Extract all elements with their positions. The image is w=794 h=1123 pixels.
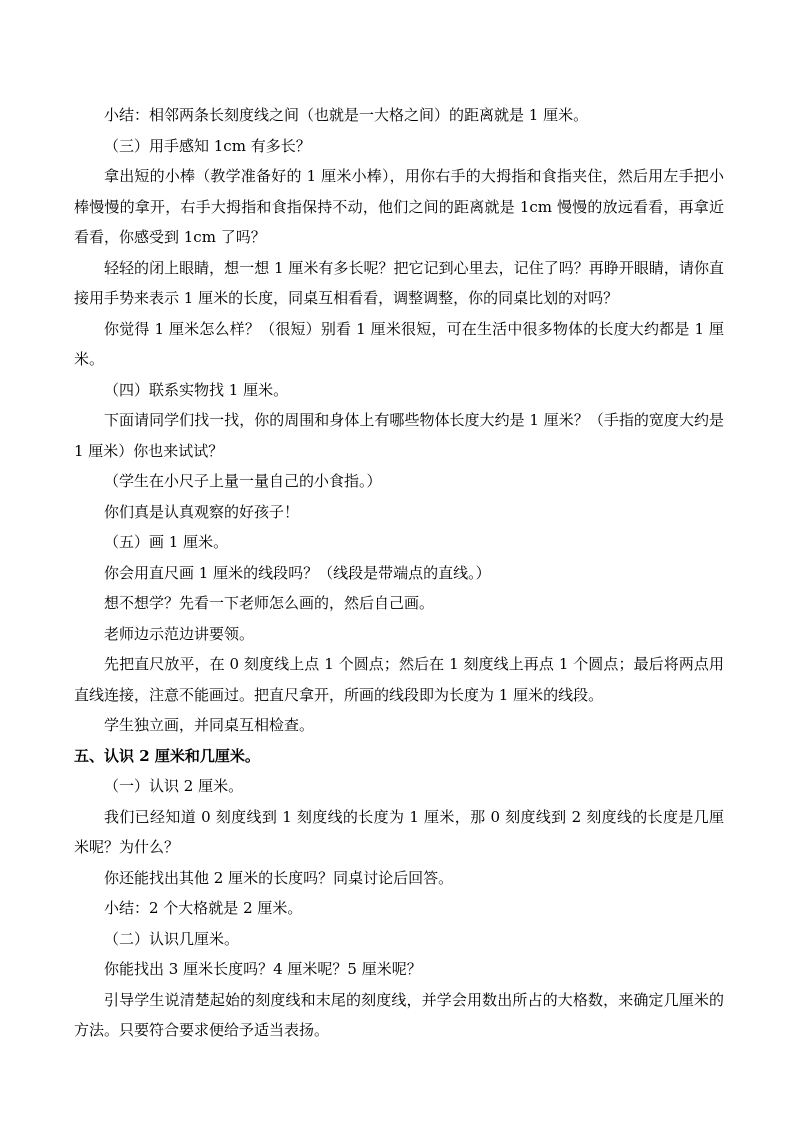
body-paragraph: 拿出短的小棒（教学准备好的 1 厘米小棒），用你右手的大拇指和食指夹住，然后用左手把小棒慢慢的拿开，右手大拇指和食指保持不动，他们之间的距离就是 1cm 慢慢的放远看看，再拿近看看，你感受到 1cm 了吗？ [74, 167, 724, 246]
body-paragraph: 你觉得 1 厘米怎么样？（很短）别看 1 厘米很短，可在生活中很多物体的长度大约都是 1 厘米。 [74, 319, 724, 368]
body-paragraph: 下面请同学们找一找，你的周围和身体上有哪些物体长度大约是 1 厘米？（手指的宽度大约是 1 厘米）你也来试试？ [74, 411, 724, 460]
summary-paragraph: 小结：相邻两条长刻度线之间（也就是一大格之间）的距离就是 1 厘米。 [104, 106, 589, 124]
body-paragraph: 老师边示范边讲要领。 [104, 624, 255, 643]
body-paragraph: （学生在小尺子上量一量自己的小食指。） [104, 472, 382, 490]
body-paragraph: 你们真是认真观察的好孩子！ [104, 502, 300, 521]
subsection-heading-2: （二）认识几厘米。 [104, 929, 240, 948]
body-paragraph: 先把直尺放平，在 0 刻度线上点 1 个圆点；然后在 1 刻度线上再点 1 个圆点；最后将两点用直线连接，注意不能画过。把直尺拿开，所画的线段即为长度为 1 厘米的线段。 [74, 655, 724, 704]
document-body [74, 100, 724, 1046]
body-paragraph: 你会用直尺画 1 厘米的线段吗？（线段是带端点的直线。） [104, 563, 491, 582]
section-heading-3: （三）用手感知 1cm 有多长？ [104, 136, 311, 155]
body-paragraph: 轻轻的闭上眼睛，想一想 1 厘米有多长呢？把它记到心里去，记住了吗？再睁开眼睛，请你直接用手势来表示 1 厘米的长度，同桌互相看看，调整调整，你的同桌比划的对吗？ [74, 258, 724, 307]
main-section-heading: 五、认识 2 厘米和几厘米。 [74, 746, 260, 765]
body-paragraph: 引导学生说清楚起始的刻度线和末尾的刻度线，并学会用数出所占的大格数，来确定几厘米的方法。只要符合要求便给予适当表扬。 [74, 990, 724, 1039]
body-paragraph: 学生独立画，并同桌互相检查。 [104, 716, 315, 734]
body-paragraph: 想不想学？先看一下老师怎么画的，然后自己画。 [104, 594, 435, 612]
subsection-heading-1: （一）认识 2 厘米。 [104, 777, 244, 795]
section-heading-4: （四）联系实物找 1 厘米。 [104, 380, 289, 399]
section-heading-5: （五）画 1 厘米。 [104, 533, 229, 551]
body-paragraph: 我们已经知道 0 刻度线到 1 刻度线的长度为 1 厘米，那 0 刻度线到 2 刻度线的长度是几厘米呢？为什么？ [74, 807, 724, 856]
summary-paragraph: 小结：2 个大格就是 2 厘米。 [104, 899, 303, 917]
body-paragraph: 你还能找出其他 2 厘米的长度吗？同桌讨论后回答。 [104, 868, 454, 887]
body-paragraph: 你能找出 3 厘米长度吗？4 厘米呢？5 厘米呢？ [104, 960, 422, 978]
